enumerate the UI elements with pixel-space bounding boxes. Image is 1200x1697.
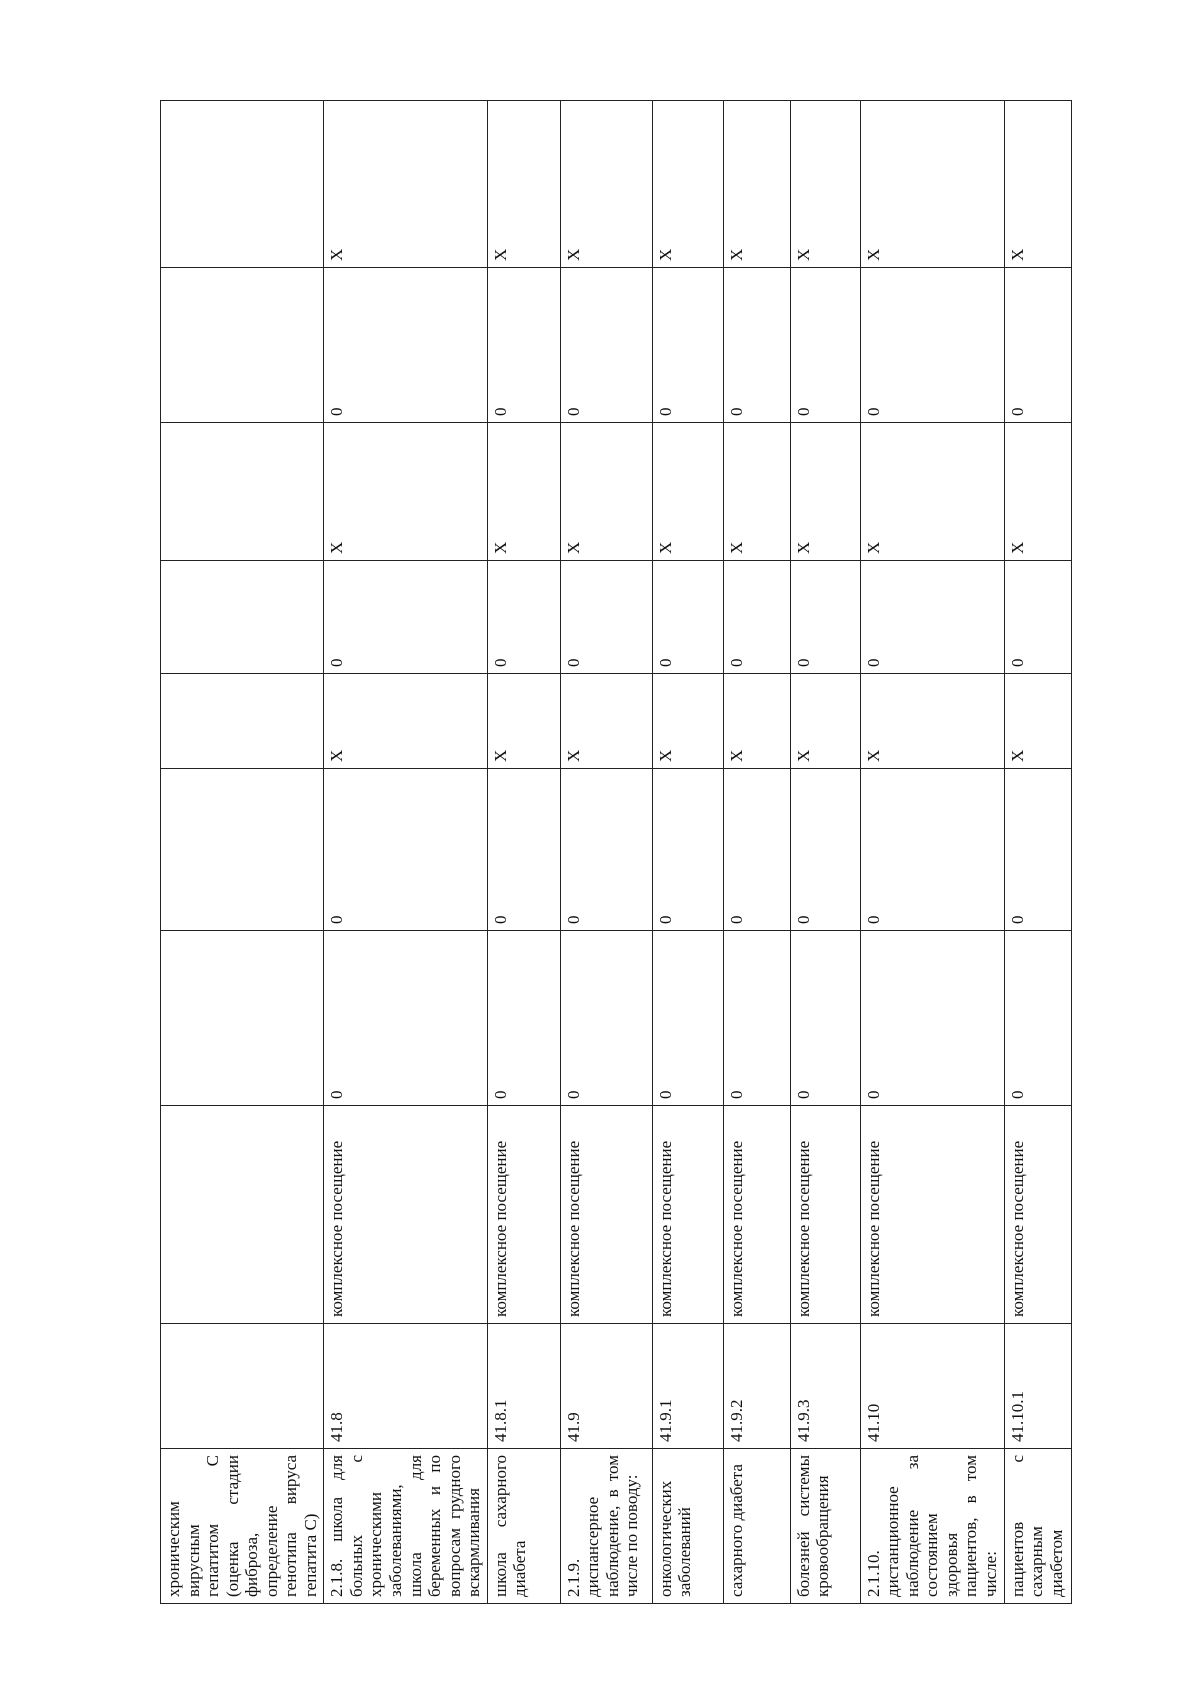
cell-name: 2.1.9. диспансерное наблюдение, в том числе по поводу: xyxy=(560,1449,652,1604)
cell-value: 0 xyxy=(860,268,1004,423)
cell-mark: X xyxy=(652,423,723,561)
cell-mark: X xyxy=(723,101,790,268)
cell-unit: комплексное посещение xyxy=(487,1106,560,1324)
cell-code xyxy=(161,1324,324,1449)
cell-value: 0 xyxy=(652,931,723,1106)
cell-value: 0 xyxy=(652,561,723,674)
cell-value xyxy=(161,931,324,1106)
cell-name: пациентов с сахарным диабетом xyxy=(1004,1449,1071,1604)
cell-mark: X xyxy=(324,101,487,268)
cell-value: 0 xyxy=(560,931,652,1106)
cell-value: 0 xyxy=(324,931,487,1106)
cell-value xyxy=(161,561,324,674)
cell-value: 0 xyxy=(487,268,560,423)
cell-mark: X xyxy=(790,101,860,268)
cell-name: 2.1.10. дистанционное наблюдение за состоянием здоровья пациентов, в том числе: xyxy=(860,1449,1004,1604)
cell-value: 0 xyxy=(560,769,652,931)
cell-value: 0 xyxy=(652,769,723,931)
cell-value: 0 xyxy=(860,769,1004,931)
table-row xyxy=(560,101,652,1604)
cell-name: онкологических заболеваний xyxy=(652,1449,723,1604)
cell-mark xyxy=(161,101,324,268)
cell-name: 2.1.8. школа для больных с хроническими заболеваниями, школа для беременных и по вопросам грудного вскармливания xyxy=(324,1449,487,1604)
cell-value: 0 xyxy=(723,931,790,1106)
table-row xyxy=(161,101,324,1604)
cell-code: 41.9.2 xyxy=(723,1324,790,1449)
cell-value: 0 xyxy=(790,769,860,931)
cell-code: 41.8 xyxy=(324,1324,487,1449)
cell-code: 41.9.3 xyxy=(790,1324,860,1449)
cell-mark: X xyxy=(487,423,560,561)
cell-unit: комплексное посещение xyxy=(324,1106,487,1324)
cell-unit: комплексное посещение xyxy=(723,1106,790,1324)
cell-mark: X xyxy=(560,423,652,561)
cell-code: 41.8.1 xyxy=(487,1324,560,1449)
cell-mark: X xyxy=(652,101,723,268)
cell-mark: X xyxy=(723,674,790,769)
cell-value: 0 xyxy=(487,561,560,674)
cell-mark: X xyxy=(1004,423,1071,561)
cell-unit: комплексное посещение xyxy=(560,1106,652,1324)
table-row xyxy=(790,101,860,1604)
cell-value: 0 xyxy=(324,769,487,931)
cell-mark: X xyxy=(860,423,1004,561)
cell-mark: X xyxy=(324,674,487,769)
table-row xyxy=(652,101,723,1604)
cell-mark: X xyxy=(560,674,652,769)
cell-code: 41.9.1 xyxy=(652,1324,723,1449)
cell-value: 0 xyxy=(1004,769,1071,931)
cell-mark: X xyxy=(652,674,723,769)
cell-value: 0 xyxy=(1004,931,1071,1106)
cell-mark: X xyxy=(1004,101,1071,268)
cell-value: 0 xyxy=(652,268,723,423)
cell-name: сахарного диабета xyxy=(723,1449,790,1604)
cell-mark xyxy=(161,674,324,769)
cell-value: 0 xyxy=(790,268,860,423)
cell-mark: X xyxy=(487,101,560,268)
cell-value: 0 xyxy=(1004,561,1071,674)
cell-unit: комплексное посещение xyxy=(790,1106,860,1324)
cell-mark: X xyxy=(1004,674,1071,769)
cell-unit: комплексное посещение xyxy=(860,1106,1004,1324)
cell-name: школа сахарного диабета xyxy=(487,1449,560,1604)
cell-name: болезней системы кровообращения xyxy=(790,1449,860,1604)
cell-mark: X xyxy=(790,674,860,769)
cell-mark xyxy=(161,423,324,561)
table-body xyxy=(161,101,1072,1604)
cell-value: 0 xyxy=(860,561,1004,674)
cell-mark: X xyxy=(560,101,652,268)
cell-unit: комплексное посещение xyxy=(1004,1106,1071,1324)
table-row xyxy=(324,101,487,1604)
cell-value: 0 xyxy=(790,561,860,674)
services-table xyxy=(160,100,1072,1604)
cell-mark: X xyxy=(860,674,1004,769)
cell-unit: комплексное посещение xyxy=(652,1106,723,1324)
table-row xyxy=(1004,101,1071,1604)
table-row xyxy=(487,101,560,1604)
cell-value: 0 xyxy=(560,561,652,674)
cell-value: 0 xyxy=(1004,268,1071,423)
cell-value: 0 xyxy=(723,561,790,674)
cell-value: 0 xyxy=(790,931,860,1106)
cell-mark: X xyxy=(487,674,560,769)
table-row xyxy=(723,101,790,1604)
cell-name: хроническим вирусным гепатитом С (оценка стадии фиброза, определение генотипа вируса гепатита С) xyxy=(161,1449,324,1604)
cell-unit xyxy=(161,1106,324,1324)
cell-value: 0 xyxy=(560,268,652,423)
cell-code: 41.10 xyxy=(860,1324,1004,1449)
cell-value: 0 xyxy=(487,931,560,1106)
cell-value: 0 xyxy=(324,268,487,423)
cell-mark: X xyxy=(860,101,1004,268)
cell-mark: X xyxy=(723,423,790,561)
cell-value: 0 xyxy=(487,769,560,931)
cell-code: 41.10.1 xyxy=(1004,1324,1071,1449)
cell-mark: X xyxy=(790,423,860,561)
cell-code: 41.9 xyxy=(560,1324,652,1449)
cell-value: 0 xyxy=(723,769,790,931)
table-row xyxy=(860,101,1004,1604)
cell-mark: X xyxy=(324,423,487,561)
cell-value: 0 xyxy=(723,268,790,423)
cell-value: 0 xyxy=(324,561,487,674)
cell-value: 0 xyxy=(860,931,1004,1106)
cell-value xyxy=(161,769,324,931)
cell-value xyxy=(161,268,324,423)
